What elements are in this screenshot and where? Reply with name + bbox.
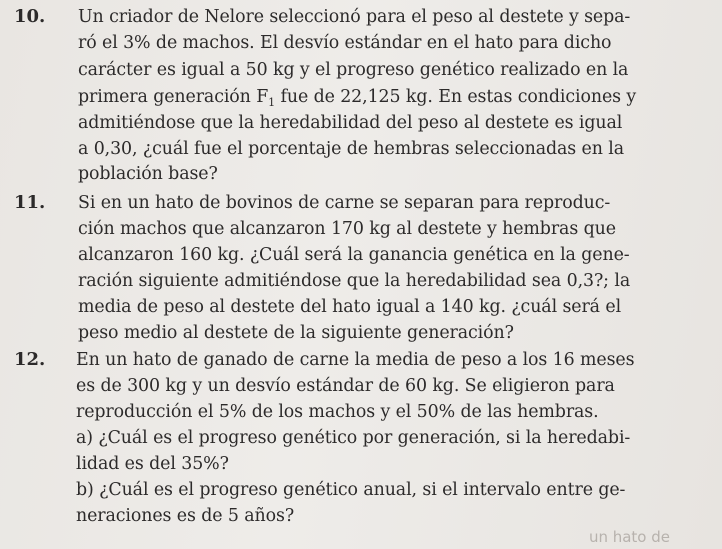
problem-line-part: fue de 22,125 kg. En estas condiciones y (275, 87, 637, 107)
problem-line: lidad es del 35%? (76, 454, 229, 474)
problem-line: media de peso al destete del hato igual a 140 kg. ¿cuál será el (78, 297, 622, 317)
problem-line: ró el 3% de machos. El desvío estándar en el hato para dicho (78, 33, 612, 53)
problem-line: ración siguiente admitiéndose que la heredabilidad sea 0,3?; la (78, 271, 631, 291)
problem-number: 11. (14, 192, 46, 213)
problem-line: admitiéndose que la heredabilidad del peso al destete es igual (78, 113, 623, 133)
problem-number: 12. (14, 349, 46, 370)
problem-line: Si en un hato de bovinos de carne se separan para reproduc- (78, 193, 611, 213)
problem-line: población base? (78, 164, 218, 184)
problem-line: En un hato de ganado de carne la media de peso a los 16 meses (76, 350, 635, 370)
subscript: 1 (268, 96, 276, 109)
problem-line: es de 300 kg y un desvío estándar de 60 kg. Se eligieron para (76, 376, 615, 396)
problem-line: neraciones es de 5 años? (76, 506, 295, 526)
problem-line: a) ¿Cuál es el progreso genético por generación, si la heredabi- (76, 428, 631, 448)
problem-line: b) ¿Cuál es el progreso genético anual, si el intervalo entre ge- (76, 480, 626, 500)
problem-line: ción machos que alcanzaron 170 kg al destete y hembras que (78, 219, 616, 239)
problem-line-part: primera generación F (78, 87, 269, 107)
problem-line: reproducción el 5% de los machos y el 50% de las hembras. (76, 402, 599, 422)
problem-line: carácter es igual a 50 kg y el progreso genético realizado en la (78, 60, 629, 80)
bleed-through-text: un hato de (588, 528, 670, 546)
problem-line: alcanzaron 160 kg. ¿Cuál será la ganancia genética en la gene- (78, 245, 630, 265)
problem-line: Un criador de Nelore seleccionó para el peso al destete y sepa- (78, 7, 631, 27)
problem-number: 10. (14, 6, 46, 27)
problem-line: peso medio al destete de la siguiente generación? (78, 323, 514, 343)
problem-line: a 0,30, ¿cuál fue el porcentaje de hembras seleccionadas en la (78, 139, 625, 159)
